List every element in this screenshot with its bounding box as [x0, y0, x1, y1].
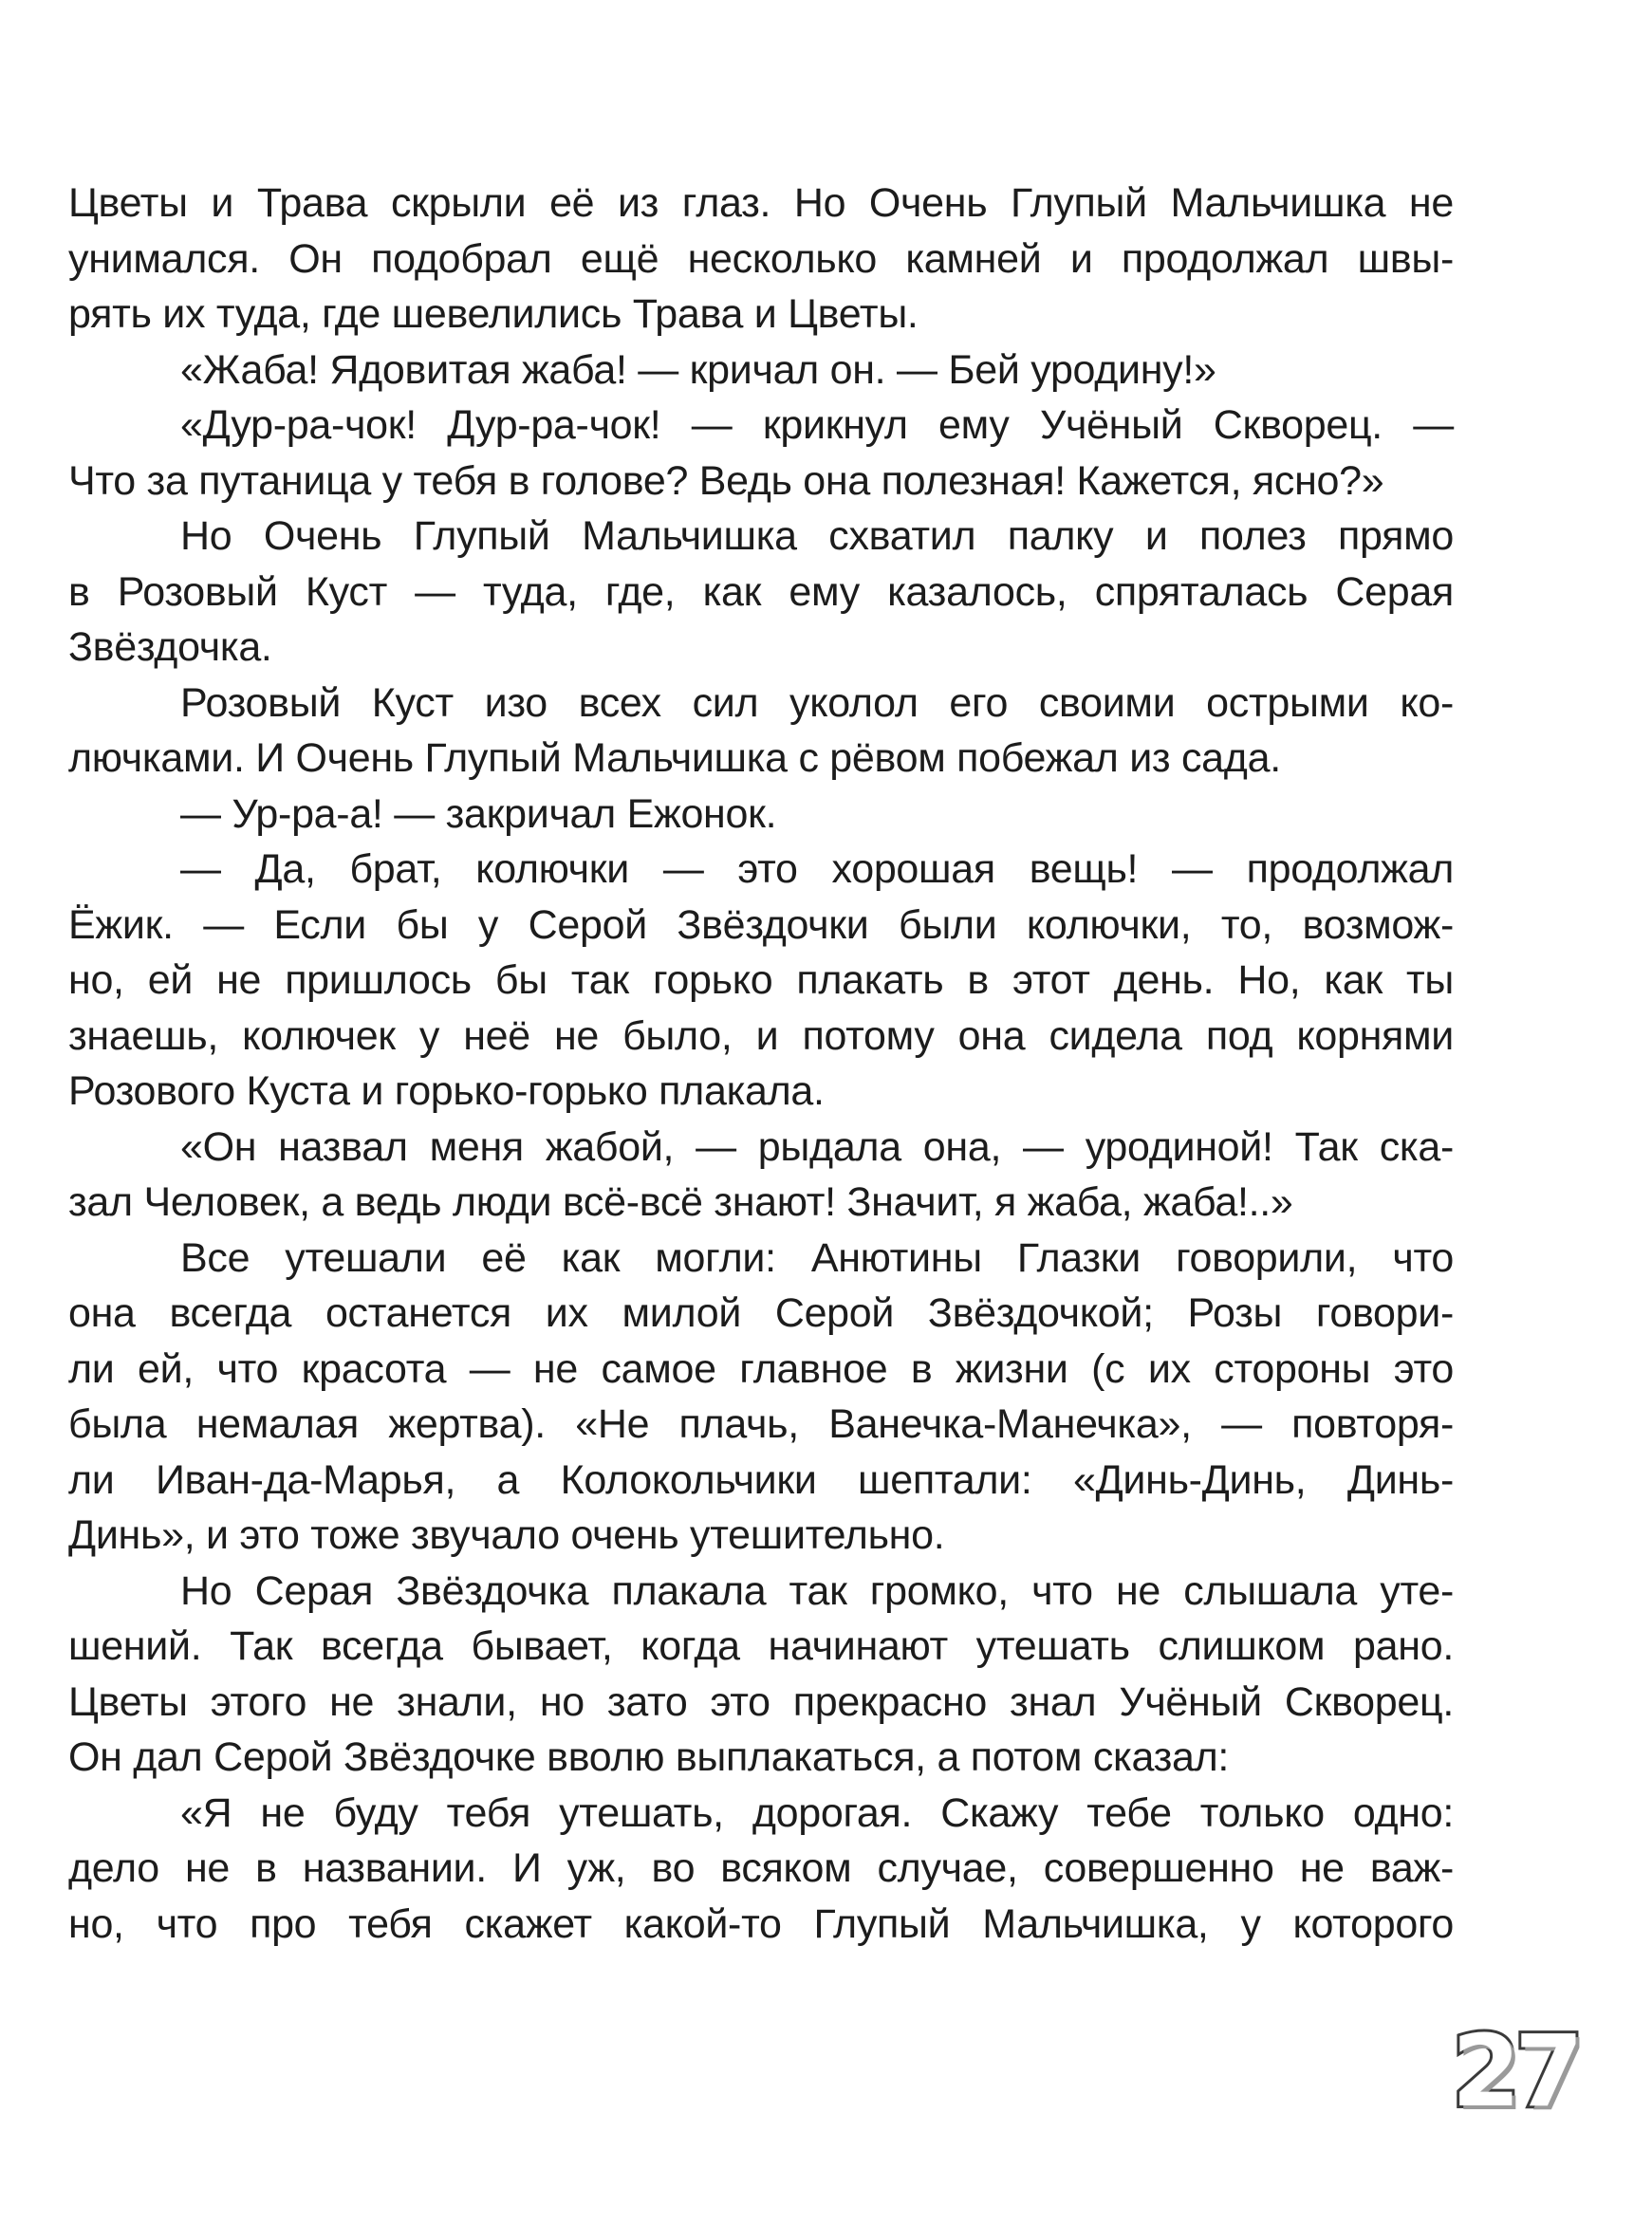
text-line: Звёздочка. [68, 624, 272, 670]
text-line: — Да, брат, колючки — это хорошая вещь! — продолжал [180, 846, 1454, 892]
text-line: знаешь, колючек у неё не было, и потому она сидела под корнями [68, 1012, 1454, 1059]
text-line: она всегда останется их милой Серой Звёздочкой; Розы говори- [68, 1290, 1454, 1336]
text-line: лючками. И Очень Глупый Мальчишка с рёвом побежал из сада. [68, 735, 1281, 781]
text-line: рять их туда, где шевелились Трава и Цветы. [68, 291, 919, 337]
text-line: Он дал Серой Звёздочке вволю выплакаться, а потом сказал: [68, 1734, 1230, 1780]
text-line: Что за путаница у тебя в голове? Ведь она полезная! Кажется, ясно?» [68, 457, 1384, 504]
text-line: «Жаба! Ядовитая жаба! — кричал он. — Бей уродину!» [180, 346, 1216, 393]
text-line: «Он назвал меня жабой, — рыдала она, — уродиной! Так ска- [180, 1123, 1454, 1170]
text-line: дело не в названии. И уж, во всяком случае, совершенно не важ- [68, 1845, 1454, 1891]
text-line: но, что про тебя скажет какой-то Глупый Мальчишка, у которого [68, 1900, 1454, 1947]
text-line: Но Очень Глупый Мальчишка схватил палку и полез прямо [180, 513, 1454, 559]
text-line: ли ей, что красота — не самое главное в жизни (с их стороны это [68, 1345, 1454, 1392]
text-line: «Дур-ра-чок! Дур-ра-чок! — крикнул ему Учёный Скворец. — [180, 402, 1454, 448]
text-line: Розовый Куст изо всех сил уколол его своими острыми ко- [180, 679, 1454, 726]
text-line: — Ур-ра-а! — закричал Ежонок. [180, 790, 777, 837]
text-line: Цветы и Трава скрыли её из глаз. Но Очень Глупый Мальчишка не [68, 180, 1454, 226]
text-line: Розового Куста и горько-горько плакала. [68, 1068, 825, 1114]
text-line: шений. Так всегда бывает, когда начинают утешать слишком рано. [68, 1623, 1454, 1669]
text-line: зал Человек, а ведь люди всё-всё знают! Значит, я жаба, жаба!..» [68, 1179, 1293, 1225]
text-line: в Розовый Куст — туда, где, как ему казалось, спряталась Серая [68, 568, 1454, 615]
text-line: была немалая жертва). «Не плачь, Ванечка-Манечка», — повторя- [68, 1401, 1454, 1447]
text-line: Все утешали её как могли: Анютины Глазки говорили, что [180, 1234, 1454, 1281]
text-line: Ёжик. — Если бы у Серой Звёздочки были колючки, то, возмож- [68, 901, 1454, 948]
text-line: «Я не буду тебя утешать, дорогая. Скажу тебе только одно: [180, 1789, 1454, 1836]
text-line: унимался. Он подобрал ещё несколько камней и продолжал швы- [68, 235, 1454, 282]
page-number: 27 [1452, 2013, 1578, 2129]
text-line: Динь», и это тоже звучало очень утешительно. [68, 1512, 945, 1558]
text-line: но, ей не пришлось бы так горько плакать в этот день. Но, как ты [68, 957, 1454, 1003]
text-line: Цветы этого не знали, но зато это прекрасно знал Учёный Скворец. [68, 1678, 1454, 1725]
body-text [68, 176, 1454, 1952]
text-line: ли Иван-да-Марья, а Колокольчики шептали: «Динь-Динь, Динь- [68, 1456, 1454, 1503]
text-line: Но Серая Звёздочка плакала так громко, что не слышала уте- [180, 1567, 1454, 1614]
